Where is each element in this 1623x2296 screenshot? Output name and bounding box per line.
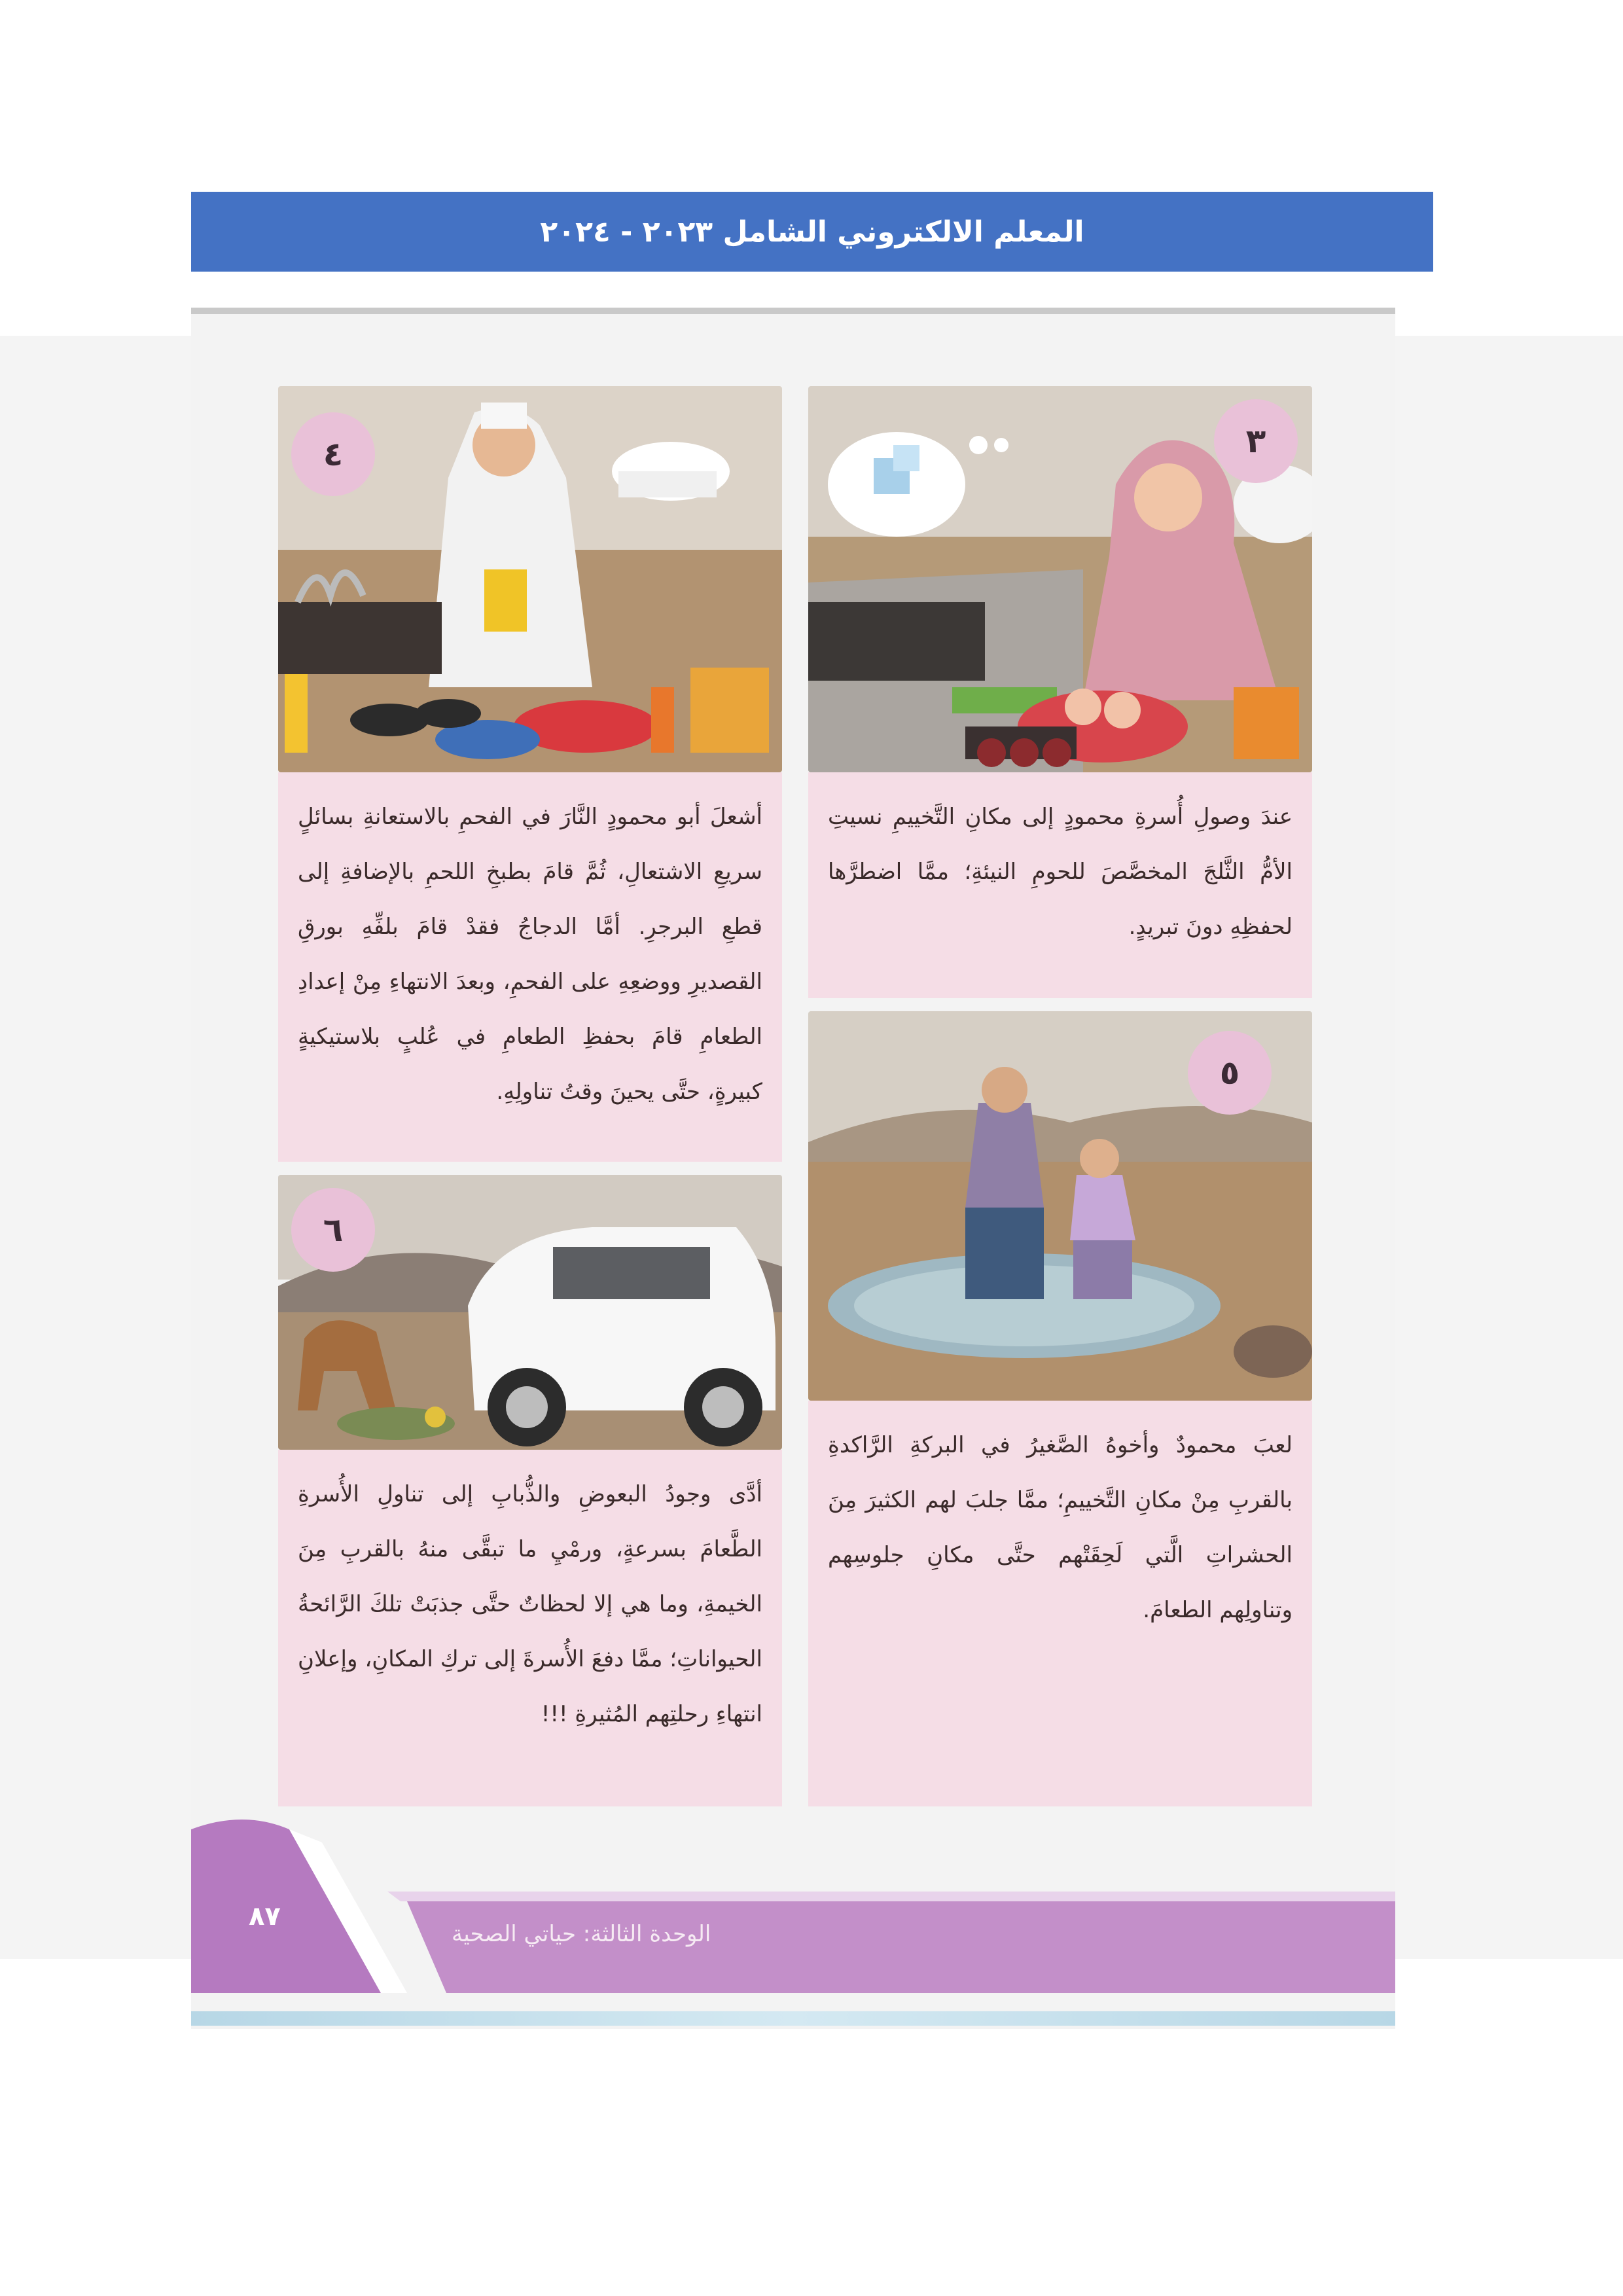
panel-6-text: أدَّى وجودُ البعوضِ والذُّبابِ إلى تناولِ الأُسرةِ الطَّعامَ بسرعةٍ، ورمْيِ ما تبقَّى منهُ بالقربِ مِنَ الخيمةِ، وما هي إلا لحظاتٌ حتَّى جذبَتْ تلكَ الرَّائحةُ الحيواناتِ؛ ممَّا دفعَ الأُسرةَ إلى تركِ المكانِ، وإعلانِ انتهاءِ رحلتِهم المُثيرةِ !!! bbox=[298, 1481, 762, 1727]
header-title: المعلم الالكتروني الشامل ٢٠٢٣ - ٢٠٢٤ bbox=[540, 215, 1084, 249]
footer-stripe bbox=[191, 2011, 1395, 2026]
panel-4-number-badge bbox=[291, 412, 375, 496]
panel-4-illustration bbox=[278, 386, 782, 772]
unit-label: الوحدة الثالثة: حياتي الصحية bbox=[452, 1921, 711, 1947]
header-banner bbox=[191, 192, 1433, 272]
panel-3-text-box bbox=[808, 772, 1312, 998]
panel-3-number: ٣ bbox=[1245, 422, 1266, 460]
panel-6-illustration bbox=[278, 1175, 782, 1450]
panel-5-illustration bbox=[808, 1011, 1312, 1401]
panel-4-text: أشعلَ أبو محمودٍ النَّارَ في الفحمِ بالاستعانةِ بسائلٍ سريعِ الاشتعالِ، ثُمَّ قامَ بطبخِ اللحمِ بالإضافةِ إلى قطعِ البرجرِ. أمَّا الدجاجُ فقدْ قامَ بلفِّهِ بورقِ القصديرِ ووضعِهِ على الفحمِ، وبعدَ الانتهاءِ مِنْ إعدادِ الطعامِ قامَ بحفظِ الطعامِ في عُلبٍ بلاستيكيةٍ كبيرةٍ، حتَّى يحينَ وقتُ تناولِهِ. bbox=[298, 804, 762, 1105]
panel-3-text: عندَ وصولِ أُسرةِ محمودٍ إلى مكانِ التَّخييمِ نسيتِ الأمُّ الثَّلجَ المخصَّصَ للحومِ النيئةِ؛ ممَّا اضطرَّها لحفظِهِ دونَ تبريدٍ. bbox=[828, 804, 1293, 940]
panel-5-text: لعبَ محمودٌ وأخوهُ الصَّغيرُ في البركةِ الرَّاكدةِ بالقربِ مِنْ مكانِ التَّخييمِ؛ ممَّا جلبَ لهم الكثيرَ مِنَ الحشراتِ الَّتي لَحِقَتْهم حتَّى مكانِ جلوسِهم وتناولِهم الطعامَ. bbox=[828, 1432, 1293, 1623]
page-number: ٨٧ bbox=[249, 1901, 281, 1931]
panel-4-text-box bbox=[278, 772, 782, 1162]
page-footer bbox=[191, 1803, 1395, 2022]
panel-4-number: ٤ bbox=[323, 435, 344, 473]
panel-6-number: ٦ bbox=[323, 1211, 344, 1249]
panel-6-text-box bbox=[278, 1450, 782, 1806]
panel-5-number: ٥ bbox=[1219, 1054, 1240, 1092]
panel-3-illustration bbox=[808, 386, 1312, 772]
panel-5-text-box bbox=[808, 1401, 1312, 1806]
panel-3-number-badge bbox=[1214, 399, 1298, 483]
panel-6-number-badge bbox=[291, 1188, 375, 1272]
panel-5-number-badge bbox=[1188, 1031, 1272, 1115]
